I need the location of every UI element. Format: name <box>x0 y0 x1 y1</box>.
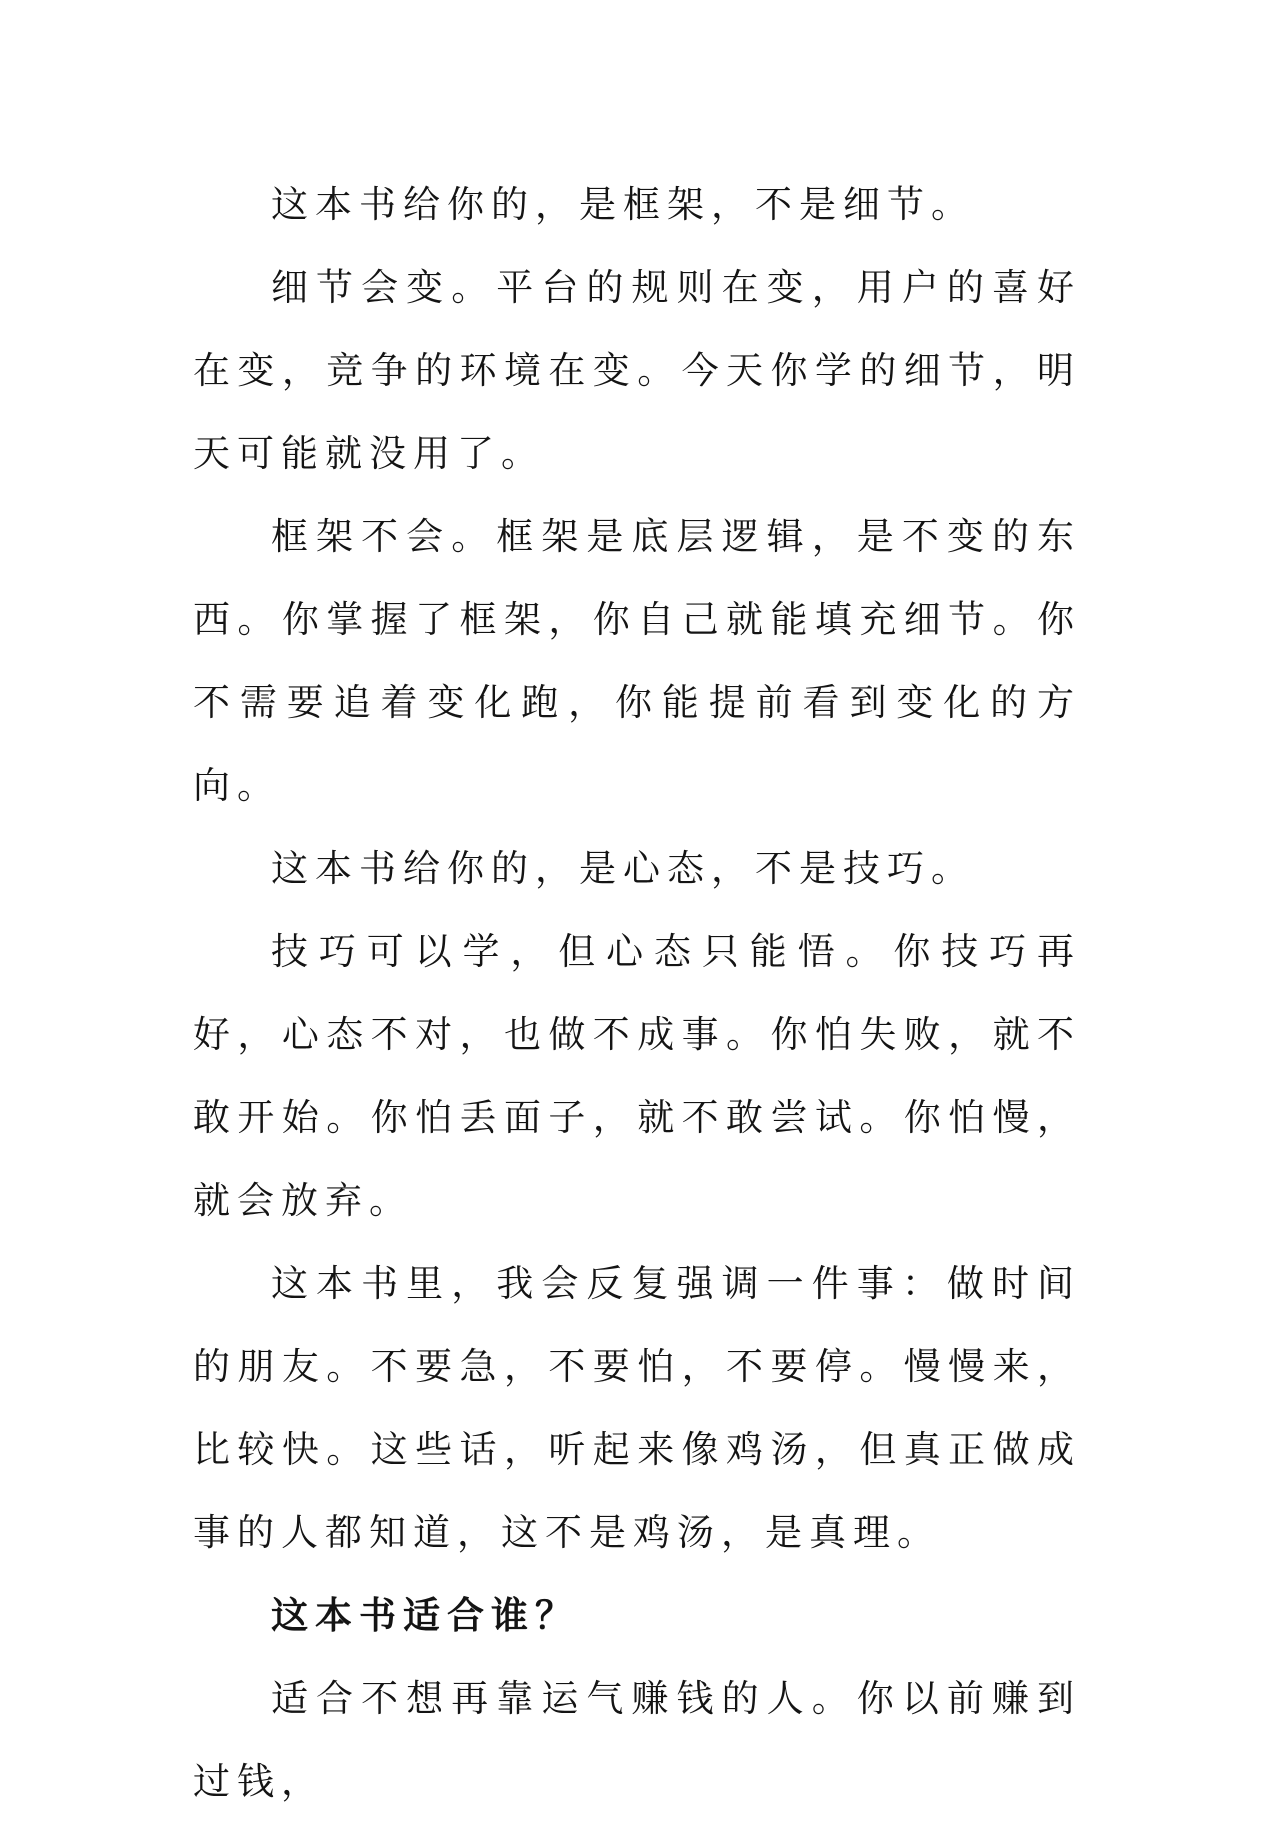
paragraph-framework-constant: 框架不会。框架是底层逻辑，是不变的东西。你掌握了框架，你自己就能填充细节。你不需要追着变化跑，你能提前看到变化的方向。 <box>193 515 1081 807</box>
paragraph-mindset-detail: 技巧可以学，但心态只能悟。你技巧再好，心态不对，也做不成事。你怕失败，就不敢开始。你怕丢面子，就不敢尝试。你怕慢，就会放弃。 <box>193 930 1081 1222</box>
paragraph-audience: 适合不想再靠运气赚钱的人。你以前赚到过钱， <box>193 1677 1081 1803</box>
paragraph-time-friend: 这本书里，我会反复强调一件事：做时间的朋友。不要急，不要怕，不要停。慢慢来，比较快。这些话，听起来像鸡汤，但真正做成事的人都知道，这不是鸡汤，是真理。 <box>193 1262 1081 1554</box>
section-heading: 这本书适合谁？ <box>271 1594 579 1637</box>
paragraph-details-change: 细节会变。平台的规则在变，用户的喜好在变，竞争的环境在变。今天你学的细节，明天可能就没用了。 <box>193 266 1081 475</box>
document-page <box>193 163 1081 1823</box>
paragraph-framework-intro: 这本书给你的，是框架，不是细节。 <box>271 183 975 226</box>
paragraph-mindset-intro: 这本书给你的，是心态，不是技巧。 <box>271 847 975 890</box>
